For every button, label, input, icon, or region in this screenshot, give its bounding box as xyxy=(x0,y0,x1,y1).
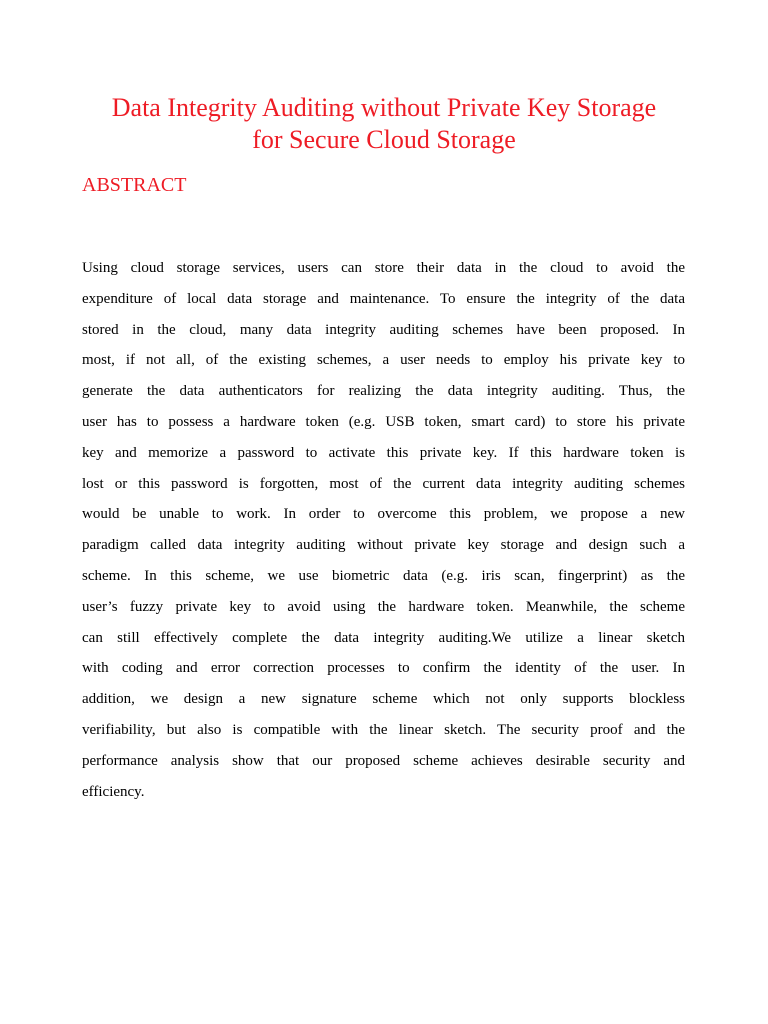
abstract-line: user’s fuzzy private key to avoid using the hardware token. Meanwhile, the scheme xyxy=(82,598,685,615)
abstract-line: generate the data authenticators for realizing the data integrity auditing. Thus, the xyxy=(82,383,685,400)
abstract-line: stored in the cloud, many data integrity auditing schemes have been proposed. In xyxy=(82,321,685,338)
abstract-line: user has to possess a hardware token (e.g. USB token, smart card) to store his private xyxy=(82,413,685,430)
paper-title-line-2: for Secure Cloud Storage xyxy=(252,125,516,154)
paper-title-line-1: Data Integrity Auditing without Private Key Storage xyxy=(111,93,657,122)
abstract-line: paradigm called data integrity auditing without private key storage and design such a xyxy=(82,537,685,554)
abstract-line: key and memorize a password to activate this private key. If this hardware token is xyxy=(82,444,685,461)
abstract-line: with coding and error correction processes to confirm the identity of the user. In xyxy=(82,660,685,677)
abstract-line: can still effectively complete the data integrity auditing.We utilize a linear sketch xyxy=(82,629,685,646)
paper-title xyxy=(60,92,708,156)
abstract-line: most, if not all, of the existing schemes, a user needs to employ his private key to xyxy=(82,352,685,369)
abstract-heading: ABSTRACT xyxy=(82,174,187,196)
abstract-body xyxy=(82,253,685,807)
abstract-line: performance analysis show that our proposed scheme achieves desirable security and xyxy=(82,752,685,769)
abstract-line: efficiency. xyxy=(82,783,145,800)
abstract-line: would be unable to work. In order to overcome this problem, we propose a new xyxy=(82,506,685,523)
abstract-line: lost or this password is forgotten, most of the current data integrity auditing schemes xyxy=(82,475,685,492)
abstract-line: expenditure of local data storage and maintenance. To ensure the integrity of the data xyxy=(82,290,685,307)
abstract-line: addition, we design a new signature scheme which not only supports blockless xyxy=(82,691,685,708)
abstract-line: scheme. In this scheme, we use biometric data (e.g. iris scan, fingerprint) as the xyxy=(82,567,685,584)
abstract-line: verifiability, but also is compatible with the linear sketch. The security proof and the xyxy=(82,721,685,738)
abstract-line: Using cloud storage services, users can store their data in the cloud to avoid the xyxy=(82,260,685,276)
